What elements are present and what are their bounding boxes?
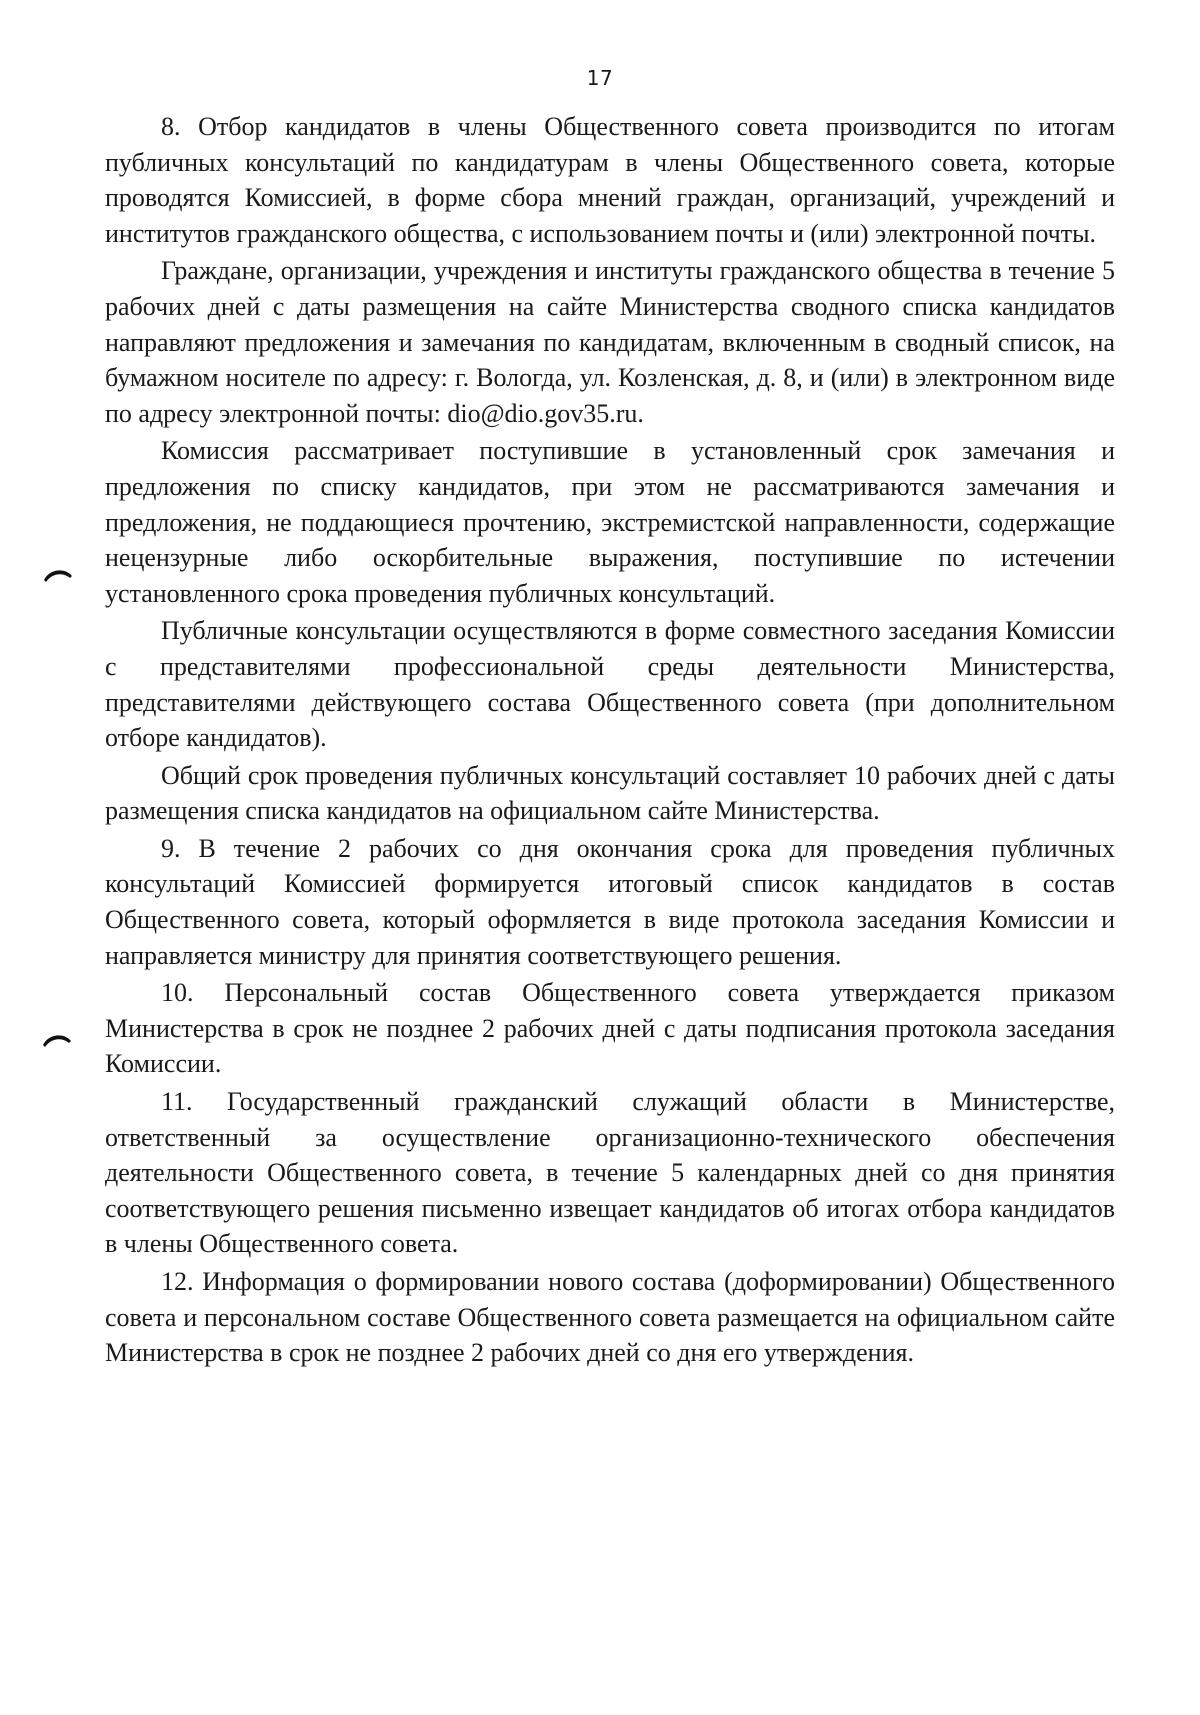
paragraph-item-10: 10. Персональный состав Общественного совета утверждается приказом Министерства в срок не позднее 2 рабочих дней с даты подписания протокола заседания Комиссии. xyxy=(105,978,1115,1079)
paragraph-citizens-proposals: Граждане, организации, учреждения и институты гражданского общества в течение 5 рабочих дней с даты размещения на сайте Министерства сводного списка кандидатов направляют предложения и замечания по кандидатам, включенным в сводный список, на бумажном носителе по адресу: г. Вологда, ул. Козленская, д. 8, и (или) в электронном виде по адресу электронной почты: dio@dio.gov35.ru. xyxy=(105,256,1115,428)
paragraph-consultation-term: Общий срок проведения публичных консультаций составляет 10 рабочих дней с даты размещения списка кандидатов на официальном сайте Министерства. xyxy=(105,760,1115,826)
paragraph-public-consultations: Публичные консультации осуществляются в форме совместного заседания Комиссии с представителями профессиональной среды деятельности Министерства, представителями действующего состава Общественного совета (при дополнительном отборе кандидатов). xyxy=(105,616,1115,753)
paragraph-item-12: 12. Информация о формировании нового состава (доформировании) Общественного совета и персональном составе Общественного совета размещается на официальном сайте Министерства в срок не позднее 2 рабочих дней со дня его утверждения. xyxy=(105,1267,1115,1368)
paragraph-item-11: 11. Государственный гражданский служащий области в Министерстве, ответственный за осуществление организационно-технического обеспечения деятельности Общественного совета, в течение 5 календарных дней со дня принятия соответствующего решения письменно извещает кандидатов об итогах отбора кандидатов в члены Общественного совета. xyxy=(105,1087,1115,1259)
paragraph-item-8: 8. Отбор кандидатов в члены Общественного совета производится по итогам публичных консультаций по кандидатурам в члены Общественного совета, которые проводятся Комиссией, в форме сбора мнений граждан, организаций, учреждений и институтов гражданского общества, с использованием почты и (или) электронной почты. xyxy=(105,112,1115,248)
paragraph-commission-review: Комиссия рассматривает поступившие в установленный срок замечания и предложения по списку кандидатов, при этом не рассматриваются замечания и предложения, не поддающиеся прочтению, экстремистской направленности, содержащие нецензурные либо оскорбительные выражения, поступившие по истечении установленного срока проведения публичных консультаций. xyxy=(105,436,1115,608)
paragraph-item-9: 9. В течение 2 рабочих со дня окончания срока для проведения публичных консультаций Комиссией формируется итоговый список кандидатов в состав Общественного совета, который оформляется в виде протокола заседания Комиссии и направляется министру для принятия соответствующего решения. xyxy=(105,833,1115,970)
binding-mark-icon xyxy=(42,1030,72,1048)
binding-mark-icon xyxy=(43,565,73,583)
document-body xyxy=(105,109,1115,1373)
page-number: 17 xyxy=(586,66,614,90)
